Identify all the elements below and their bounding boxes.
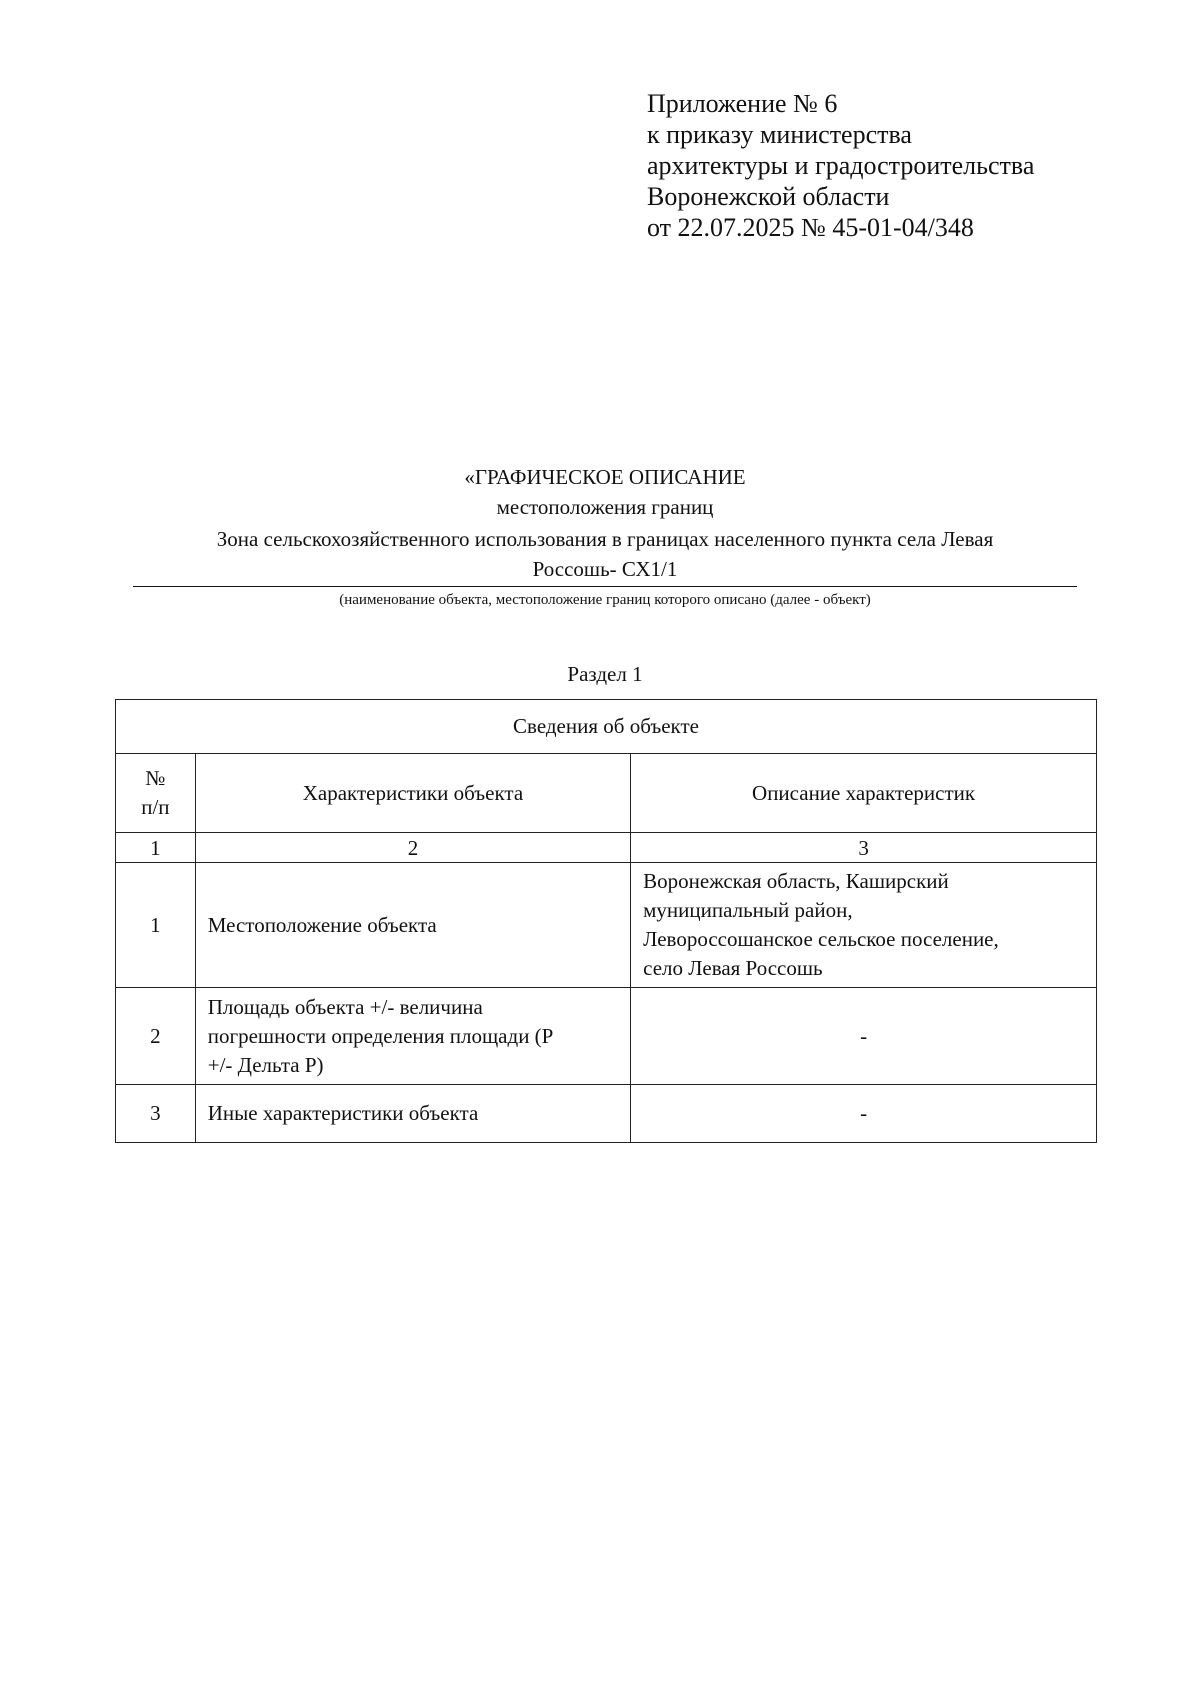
document-title: «ГРАФИЧЕСКОЕ ОПИСАНИЕ: [464, 465, 746, 489]
document-title-block: [133, 462, 1077, 610]
row-description-line: муниципальный район,: [643, 898, 853, 922]
row-characteristic: [195, 863, 630, 988]
column-number: 2: [195, 833, 630, 863]
row-description-line: Воронежская область, Каширский: [643, 869, 949, 893]
table-row: [116, 863, 1097, 988]
table-row: [116, 1085, 1097, 1143]
row-characteristic-line: +/- Дельта Р): [207, 1052, 324, 1077]
header-num-line: №: [145, 766, 166, 790]
row-description: [631, 988, 1097, 1085]
row-characteristic-line: погрешности определения площади (Р: [207, 1023, 554, 1048]
column-number: 1: [116, 833, 196, 863]
row-characteristic-line: Площадь объекта +/- величина: [207, 994, 483, 1019]
appendix-line: Воронежской области: [647, 182, 890, 211]
appendix-reference: [647, 88, 1034, 243]
object-name-line: Россошь- СХ1/1: [532, 557, 678, 581]
row-description-line: село Левая Россошь: [643, 956, 823, 980]
object-name: [133, 524, 1077, 587]
column-numbers-row: [116, 833, 1097, 863]
row-description: [631, 1085, 1097, 1143]
table-row: [116, 988, 1097, 1085]
table-header-row: [116, 754, 1097, 833]
object-name-caption: (наименование объекта, местоположение границ которого описано (далее - объект): [339, 592, 871, 608]
section-label: Раздел 1: [567, 662, 643, 686]
document-subtitle: местоположения границ: [496, 495, 714, 519]
appendix-line: архитектуры и градостроительства: [647, 151, 1035, 180]
object-info-table: [115, 699, 1097, 1143]
appendix-line: от 22.07.2025 № 45-01-04/348: [647, 213, 974, 242]
header-characteristics: Характеристики объекта: [195, 754, 630, 833]
row-characteristic-line: Иные характеристики объекта: [207, 1101, 479, 1125]
row-description-line: -: [860, 1101, 868, 1125]
object-name-line: Зона сельскохозяйственного использования в границах населенного пункта села Левая: [216, 527, 994, 551]
appendix-line: Приложение № 6: [647, 89, 838, 118]
row-characteristic: [195, 1085, 630, 1143]
table-caption-row: [116, 700, 1097, 754]
row-characteristic: [195, 988, 630, 1085]
table-caption: Сведения об объекте: [116, 700, 1097, 754]
row-num: 2: [116, 988, 196, 1085]
row-description-line: -: [860, 1023, 868, 1048]
row-description-line: Левороссошанское сельское поселение,: [643, 927, 999, 951]
header-num: [116, 754, 196, 833]
appendix-line: к приказу министерства: [647, 120, 912, 149]
row-num: 1: [116, 863, 196, 988]
header-num-line: п/п: [141, 795, 170, 819]
header-description: Описание характеристик: [631, 754, 1097, 833]
row-num: 3: [116, 1085, 196, 1143]
row-characteristic-line: Местоположение объекта: [207, 912, 437, 937]
column-number: 3: [631, 833, 1097, 863]
row-description: [631, 863, 1097, 988]
